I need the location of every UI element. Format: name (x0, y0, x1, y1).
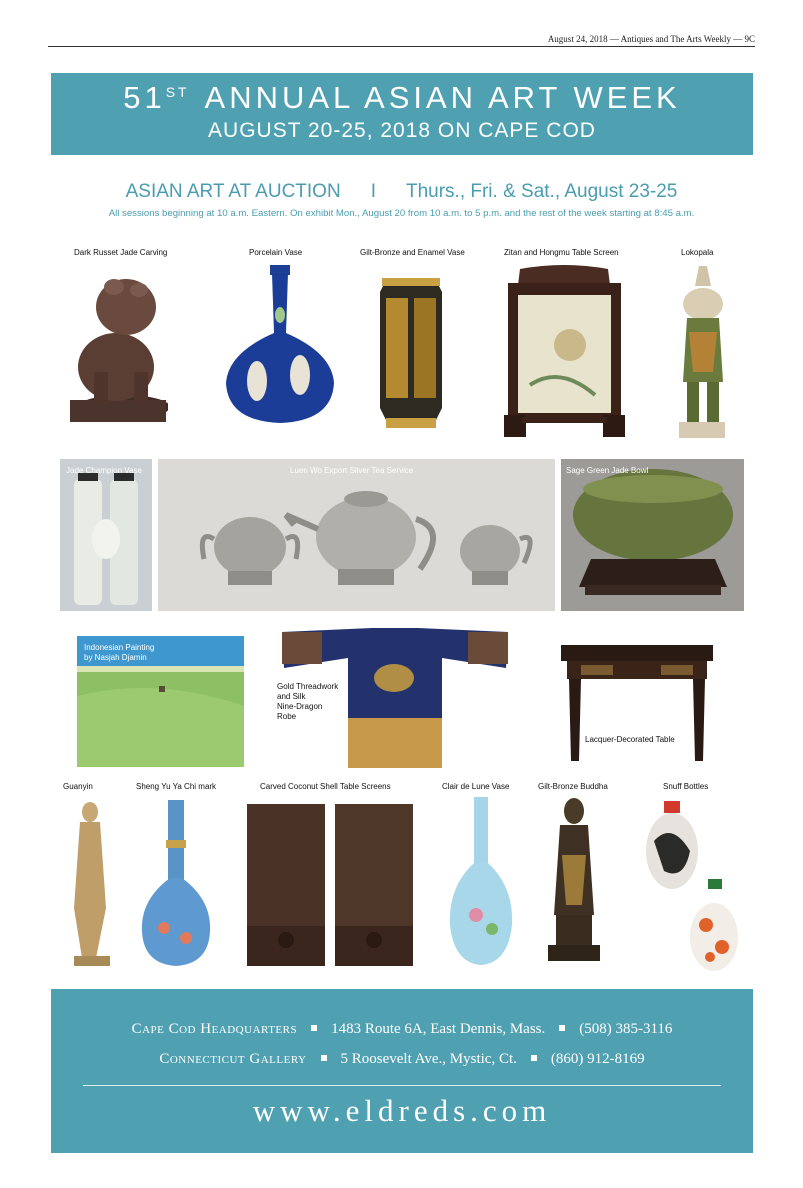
bullet-square-icon (321, 1055, 327, 1061)
guanyin-image (66, 798, 116, 968)
champion-vase-image (60, 459, 152, 611)
banner-subtitle: AUGUST 20-25, 2018 ON CAPE COD (208, 119, 596, 142)
banner-title-text: ANNUAL ASIAN ART WEEK (204, 80, 681, 115)
auction-heading-line (0, 181, 803, 203)
caption-robe-line4: Robe (277, 712, 297, 721)
lokopala-image (673, 262, 729, 440)
sessions-note: All sessions beginning at 10 a.m. Eastern. On exhibit Mon., August 20 from 10 a.m. to 5 p.m. and the rest of the week starting at 8:45 a.m. (108, 208, 695, 219)
ct-line (51, 1051, 753, 1068)
caption-dragon-robe (277, 682, 338, 722)
footer-banner (51, 989, 753, 1153)
auction-heading: ASIAN ART AT AUCTION (125, 181, 341, 202)
table-screen-image (500, 265, 629, 438)
caption-guanyin: Guanyin (63, 782, 93, 791)
title-banner (51, 73, 753, 155)
caption-coconut-screens: Carved Coconut Shell Table Screens (260, 782, 391, 791)
caption-lokopala: Lokopala (681, 248, 714, 257)
hq-label: Cape Cod Headquarters (131, 1021, 298, 1037)
buddha-image (542, 795, 606, 965)
banner-title-number: 51 (123, 80, 166, 115)
caption-painting-line1: Indonesian Painting (84, 643, 155, 652)
porcelain-vase-image (222, 263, 338, 426)
caption-porcelain-vase: Porcelain Vase (249, 248, 303, 257)
caption-tea-service: Luen Wo Export Silver Tea Service (290, 466, 414, 475)
caption-clair-vase: Clair de Lune Vase (442, 782, 510, 791)
tea-service-image (158, 459, 555, 611)
ct-phone: (860) 912-8169 (550, 1051, 645, 1067)
auction-dates: Thurs., Fri. & Sat., August 23-25 (405, 181, 678, 202)
caption-indonesian-painting (84, 643, 154, 663)
running-head: August 24, 2018 — Antiques and The Arts Weekly — 9C (547, 34, 755, 44)
hq-line (51, 1021, 753, 1038)
auction-separator: I (370, 181, 376, 202)
caption-jade-bowl: Sage Green Jade Bowl (566, 466, 649, 475)
coconut-screens-image (243, 800, 418, 968)
bullet-square-icon (559, 1025, 565, 1031)
caption-painting-line2: by Nasjah Djamin (84, 653, 147, 662)
clair-vase-image (446, 797, 516, 967)
ct-address: 5 Roosevelt Ave., Mystic, Ct. (340, 1051, 517, 1067)
sheng-vase-image (138, 800, 214, 968)
caption-lacquer-table: Lacquer-Decorated Table (585, 735, 675, 744)
bullet-square-icon (311, 1025, 317, 1031)
hq-address: 1483 Route 6A, East Dennis, Mass. (331, 1021, 546, 1037)
hq-phone: (508) 385-3116 (579, 1021, 673, 1037)
jade-carving-image (64, 262, 168, 428)
footer-rule (83, 1085, 721, 1086)
caption-table-screen: Zitan and Hongmu Table Screen (504, 248, 619, 257)
caption-sheng-vase: Sheng Yu Ya Chi mark (136, 782, 217, 791)
caption-gilt-enamel-vase: Gilt-Bronze and Enamel Vase (360, 248, 465, 257)
caption-robe-line1: Gold Threadwork (277, 682, 339, 691)
header-rule (48, 46, 755, 47)
caption-robe-line3: Nine-Dragon (277, 702, 323, 711)
jade-bowl-image (561, 459, 744, 611)
caption-jade-carving: Dark Russet Jade Carving (74, 248, 168, 257)
gilt-enamel-vase-image (372, 278, 450, 431)
caption-robe-line2: and Silk (277, 692, 306, 701)
website-link[interactable]: www.eldreds.com (252, 1093, 552, 1128)
banner-title (51, 80, 753, 116)
ct-label: Connecticut Gallery (159, 1051, 307, 1067)
snuff-bottles-image (644, 801, 740, 975)
banner-title-suffix: ST (165, 84, 190, 100)
caption-buddha: Gilt-Bronze Buddha (538, 782, 608, 791)
caption-snuff-bottles: Snuff Bottles (663, 782, 709, 791)
bullet-square-icon (531, 1055, 537, 1061)
lacquer-table-image (557, 641, 717, 766)
caption-champion-vase: Jade Champion Vase (66, 466, 142, 475)
